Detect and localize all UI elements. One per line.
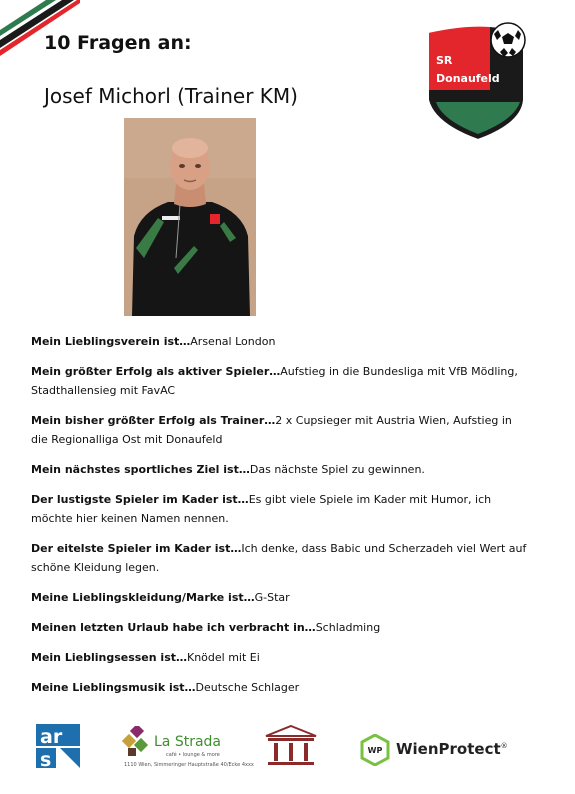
wienprotect-sponsor-logo: [360, 734, 520, 768]
qa-item: [31, 490, 531, 528]
qa-item: [31, 588, 531, 607]
qa-item: [31, 618, 531, 637]
qa-answer: Es gibt viele Spiele im Kader mit Humor, ich möchte hier keinen Namen nennen.: [31, 493, 492, 525]
sponsor-bar: [0, 718, 575, 778]
qa-question: Mein Lieblingsessen ist…: [31, 651, 187, 664]
qa-item: [31, 411, 531, 449]
ars-text-bottom: s: [40, 749, 52, 770]
football-icon: [491, 23, 525, 57]
page-title: 10 Fragen an:: [44, 32, 192, 54]
la-strada-tagline: café • lounge & more: [166, 752, 220, 758]
qa-item: [31, 332, 531, 351]
club-crest-logo: [424, 20, 530, 142]
iii-sponsor-logo: [264, 724, 318, 768]
la-strada-address: 1110 Wien, Simmeringer Hauptstraße 40/Ecke 4xxx: [124, 762, 254, 768]
crest-text-sr: SR: [436, 54, 453, 67]
qa-question: Meine Lieblingskleidung/Marke ist…: [31, 591, 255, 604]
qa-answer: Deutsche Schlager: [195, 681, 300, 694]
wp-badge-text: WP: [367, 746, 383, 755]
qa-question: Der eitelste Spieler im Kader ist…: [31, 542, 242, 555]
qa-answer: Schladming: [315, 621, 381, 634]
player-photo: [124, 118, 256, 316]
hexagon-icon: [360, 734, 390, 766]
qa-question: Der lustigste Spieler im Kader ist…: [31, 493, 249, 506]
wienprotect-name-text: WienProtect: [396, 740, 501, 758]
qa-question: Mein nächstes sportliches Ziel ist…: [31, 463, 250, 476]
ars-text-top: ar: [40, 726, 63, 748]
la-strada-name: La Strada: [154, 734, 222, 750]
qa-answer: Aufstieg in die Bundesliga mit VfB Mödling, Stadthallensieg mit FavAC: [31, 365, 518, 397]
qa-answer: Arsenal London: [190, 335, 276, 348]
qa-item: [31, 539, 531, 577]
qa-answer: Das nächste Spiel zu gewinnen.: [249, 463, 425, 476]
qa-question: Mein bisher größter Erfolg als Trainer…: [31, 414, 276, 427]
qa-list: [31, 332, 531, 708]
la-strada-mark-icon: [122, 726, 152, 760]
qa-question: Meine Lieblingsmusik ist…: [31, 681, 196, 694]
ars-sponsor-logo: [34, 722, 82, 770]
qa-item: [31, 460, 531, 479]
qa-answer: 2 x Cupsieger mit Austria Wien, Aufstieg in die Regionalliga Ost mit Donaufeld: [31, 414, 512, 446]
qa-item: [31, 362, 531, 400]
qa-question: Mein Lieblingsverein ist…: [31, 335, 191, 348]
qa-answer: Knödel mit Ei: [187, 651, 260, 664]
registered-mark: ®: [500, 742, 508, 750]
qa-item: [31, 678, 531, 697]
qa-answer: G-Star: [254, 591, 290, 604]
qa-answer: Ich denke, dass Babic und Scherzadeh viel Wert auf schöne Kleidung legen.: [31, 542, 527, 574]
page-subtitle: Josef Michorl (Trainer KM): [44, 84, 298, 108]
qa-question: Meinen letzten Urlaub habe ich verbracht in…: [31, 621, 316, 634]
la-strada-sponsor-logo: [122, 724, 254, 772]
qa-item: [31, 648, 531, 667]
crest-text-donaufeld: Donaufeld: [436, 72, 500, 85]
wienprotect-name: [396, 740, 508, 758]
qa-question: Mein größter Erfolg als aktiver Spieler…: [31, 365, 281, 378]
